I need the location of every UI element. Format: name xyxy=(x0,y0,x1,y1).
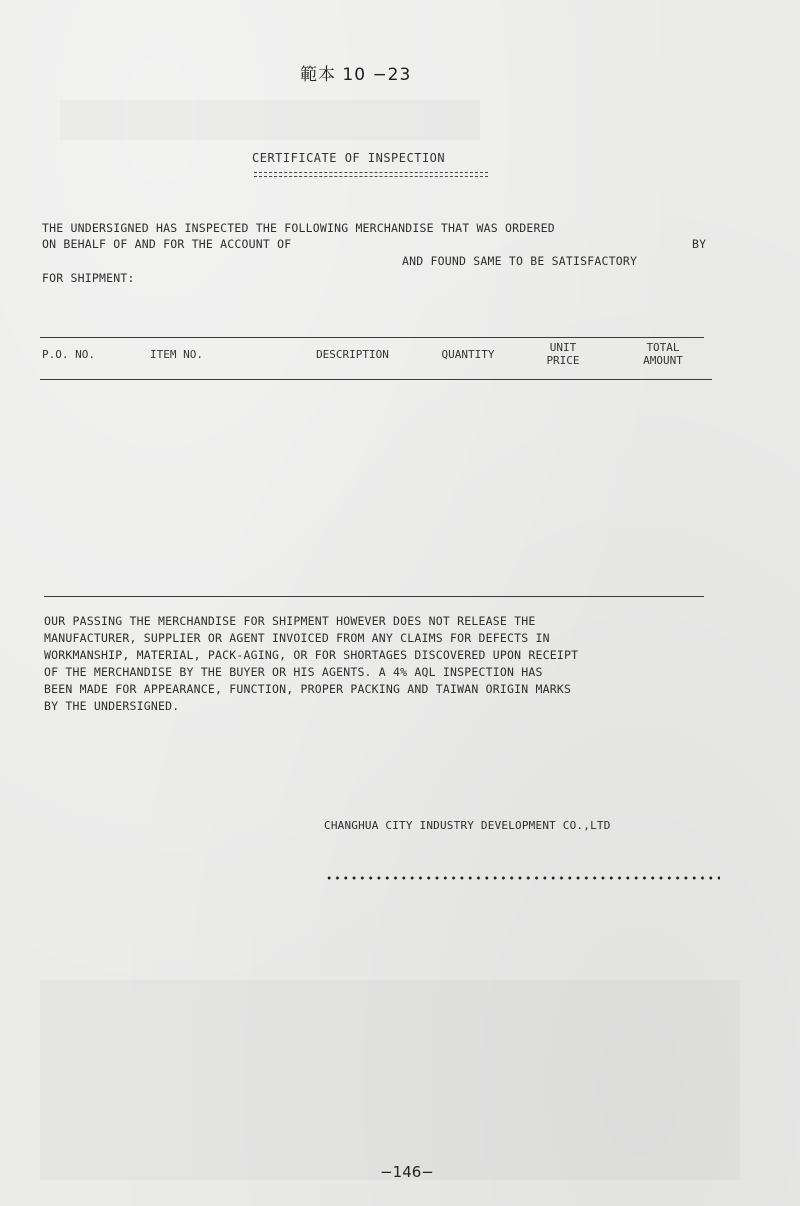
title-double-underline xyxy=(254,172,488,177)
disclaimer-line-6: BY THE UNDERSIGNED. xyxy=(44,699,180,713)
company-name: CHANGHUA CITY INDUSTRY DEVELOPMENT CO.,LTD xyxy=(324,819,611,832)
disclaimer-line-4: OF THE MERCHANDISE BY THE BUYER OR HIS AGENTS. A 4% AQL INSPECTION HAS xyxy=(44,665,543,679)
intro-by: BY xyxy=(692,237,707,251)
disclaimer-line-3: WORKMANSHIP, MATERIAL, PACK-AGING, OR FOR SHORTAGES DISCOVERED UPON RECEIPT xyxy=(44,648,579,662)
table-top-rule xyxy=(40,337,704,338)
header-description: DESCRIPTION xyxy=(316,348,389,361)
header-unit-price: UNIT PRICE xyxy=(546,341,580,367)
bleed-through-shading xyxy=(40,980,740,1180)
disclaimer-line-5: BEEN MADE FOR APPEARANCE, FUNCTION, PROPER PACKING AND TAIWAN ORIGIN MARKS xyxy=(44,682,572,696)
certificate-title: CERTIFICATE OF INSPECTION xyxy=(252,151,446,165)
header-item-no: ITEM NO. xyxy=(150,348,203,361)
intro-line-3: AND FOUND SAME TO BE SATISFACTORY xyxy=(402,254,638,268)
sample-number-label: 範本 10 −23 xyxy=(300,65,412,85)
table-header-rule xyxy=(40,379,712,380)
disclaimer-line-2: MANUFACTURER, SUPPLIER OR AGENT INVOICED FROM ANY CLAIMS FOR DEFECTS IN xyxy=(44,631,550,645)
disclaimer-line-1: OUR PASSING THE MERCHANDISE FOR SHIPMENT HOWEVER DOES NOT RELEASE THE xyxy=(44,614,536,628)
header-quantity: QUANTITY xyxy=(441,348,495,361)
header-total-amount: TOTAL AMOUNT xyxy=(643,341,683,367)
intro-line-2: ON BEHALF OF AND FOR THE ACCOUNT OF xyxy=(42,237,292,251)
intro-line-4: FOR SHIPMENT: xyxy=(42,271,135,285)
table-bottom-rule xyxy=(44,596,704,597)
bleed-through-shading xyxy=(60,100,480,140)
intro-line-1: THE UNDERSIGNED HAS INSPECTED THE FOLLOWING MERCHANDISE THAT WAS ORDERED xyxy=(42,221,555,235)
header-po-no: P.O. NO. xyxy=(42,348,95,361)
page-number: −146− xyxy=(380,1163,434,1181)
signature-line xyxy=(325,876,720,880)
